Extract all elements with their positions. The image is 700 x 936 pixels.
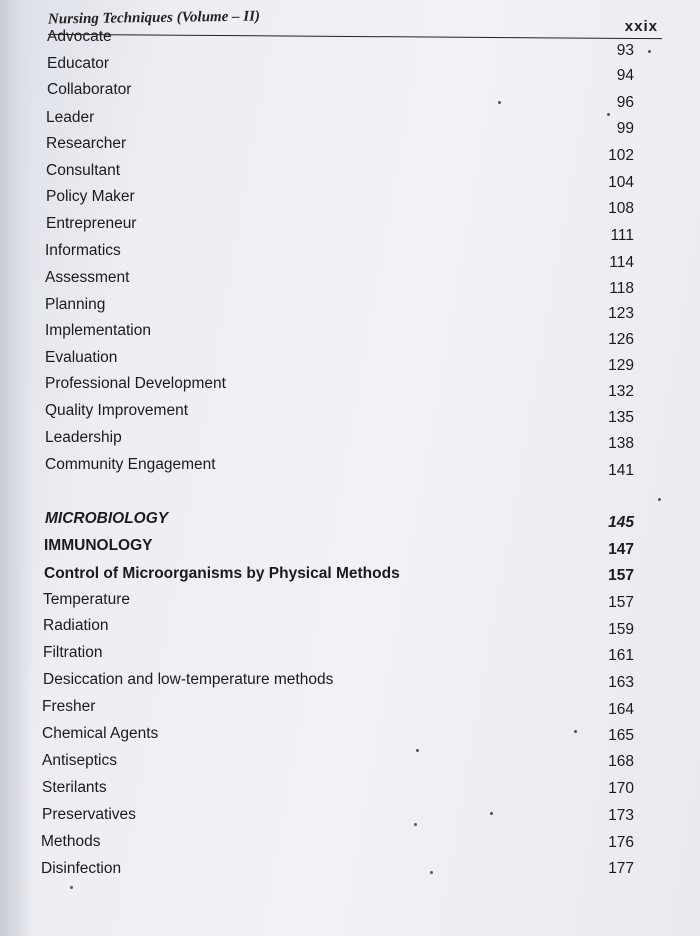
toc-entry-page: 104	[608, 174, 634, 191]
toc-entry	[45, 347, 634, 374]
toc-entry	[45, 240, 634, 271]
toc-entry-title: Quality Improvement	[45, 402, 188, 419]
toc-entry-title: Evaluation	[45, 349, 118, 366]
toc-entry	[46, 160, 634, 191]
toc-entry-page: 94	[616, 67, 634, 84]
toc-entry-title: Advocate	[47, 28, 112, 45]
toc-entry	[42, 777, 634, 799]
toc-entry-page: 141	[608, 462, 634, 479]
toc-entry	[45, 294, 634, 322]
toc-entry-page: 118	[609, 280, 634, 297]
toc-entry-page: 168	[608, 753, 634, 770]
toc-entry	[45, 320, 634, 348]
toc-entry-title: Professional Development	[45, 375, 226, 392]
toc-entry-page: 145	[608, 514, 634, 531]
toc-entry	[43, 642, 634, 664]
page-number: xxix	[624, 18, 658, 35]
toc-entry	[45, 427, 634, 452]
toc-entry-page: 114	[609, 254, 634, 271]
toc-entry-title: Leadership	[45, 429, 122, 446]
toc-entry-page: 157	[608, 567, 634, 584]
toc-entry-page: 111	[610, 227, 634, 244]
toc-entry	[47, 53, 634, 84]
toc-entry-title: Sterilants	[42, 779, 107, 796]
toc-entry-page: 108	[608, 200, 634, 217]
toc-entry-page: 138	[608, 435, 634, 452]
toc-entry-title: Radiation	[43, 617, 109, 634]
toc-entry-title: MICROBIOLOGY	[45, 510, 169, 527]
toc-entry-title: Chemical Agents	[42, 725, 159, 742]
toc-entry	[44, 563, 634, 585]
toc-entry-page: 99	[616, 120, 634, 137]
toc-entry-page: 102	[608, 147, 634, 164]
toc-entry-title: Entrepreneur	[46, 215, 137, 232]
toc-entry-page: 147	[608, 541, 634, 558]
toc-entry-title: Consultant	[46, 162, 121, 179]
toc-entry-title: IMMUNOLOGY	[44, 537, 153, 554]
toc-entry-page: 93	[616, 42, 634, 59]
speck	[414, 823, 417, 826]
toc-entry-title: Methods	[41, 833, 101, 850]
toc-entry	[45, 400, 634, 426]
toc-entry	[47, 79, 634, 111]
toc-entry-title: Planning	[45, 296, 106, 313]
speck	[70, 886, 73, 889]
toc-entry-page: 170	[608, 780, 634, 797]
toc-entry-title: Desiccation and low-temperature methods	[43, 671, 334, 688]
toc-entry-page: 176	[608, 834, 634, 851]
toc-entry-title: Disinfection	[41, 860, 122, 877]
toc-entry-title: Educator	[47, 55, 110, 72]
toc-entry-page: 163	[608, 674, 634, 691]
toc-entry-page: 177	[608, 860, 634, 877]
toc-entry-title: Leader	[46, 109, 95, 126]
toc-entry-title: Collaborator	[47, 81, 132, 98]
toc-entry	[42, 696, 634, 718]
toc-entry-page: 165	[608, 727, 634, 744]
toc-entry	[45, 267, 634, 297]
toc-entry-title: Filtration	[43, 644, 103, 661]
toc-entry-title: Community Engagement	[45, 456, 216, 473]
speck	[416, 749, 419, 752]
toc-entry	[46, 186, 634, 217]
toc-entry	[41, 858, 634, 880]
toc-entry-title: Policy Maker	[46, 188, 135, 205]
toc-entry-page: 135	[608, 409, 634, 426]
toc-entry-page: 161	[608, 647, 634, 664]
toc-entry	[46, 133, 634, 164]
running-title: Nursing Techniques (Volume – II)	[47, 8, 261, 28]
toc-entry	[42, 804, 634, 826]
toc-entry-page: 157	[608, 594, 634, 611]
toc-entry-title: Control of Microorganisms by Physical Methods	[44, 565, 400, 582]
toc-entry-page: 96	[616, 94, 634, 111]
speck	[430, 871, 433, 874]
toc-entry-title: Informatics	[45, 242, 121, 259]
toc-entry	[44, 535, 634, 557]
toc-entry	[42, 723, 634, 745]
speck	[607, 113, 610, 116]
toc-entry	[41, 831, 634, 853]
toc-entry-title: Antiseptics	[42, 752, 117, 769]
toc-entry	[42, 750, 634, 772]
toc-entry	[46, 213, 634, 244]
toc-entry	[43, 615, 634, 637]
toc-entry-page: 164	[608, 701, 634, 718]
toc-entry	[46, 107, 634, 137]
toc-entry-title: Fresher	[42, 698, 96, 715]
toc-entry-title: Temperature	[43, 591, 131, 608]
toc-entry	[47, 26, 634, 59]
toc-entry-page: 123	[608, 305, 634, 322]
toc-entry-title: Assessment	[45, 269, 130, 286]
toc-entry-title: Researcher	[46, 135, 127, 152]
speck	[658, 498, 661, 501]
toc-entry	[45, 373, 634, 400]
toc-entry-page: 159	[608, 621, 634, 638]
toc-entry-page: 126	[608, 331, 634, 348]
toc-entry-title: Preservatives	[42, 806, 136, 823]
toc-entry-title: Implementation	[45, 322, 151, 339]
toc-entry-page: 173	[608, 807, 634, 824]
toc-entry	[43, 669, 634, 691]
toc-entry	[43, 589, 634, 611]
speck	[490, 812, 493, 815]
toc-entry	[45, 508, 634, 530]
speck	[648, 50, 651, 53]
speck	[574, 730, 577, 733]
speck	[498, 101, 501, 104]
toc-entry-page: 129	[608, 357, 634, 374]
toc-entry-page: 132	[608, 383, 634, 400]
toc-entry	[45, 454, 634, 479]
